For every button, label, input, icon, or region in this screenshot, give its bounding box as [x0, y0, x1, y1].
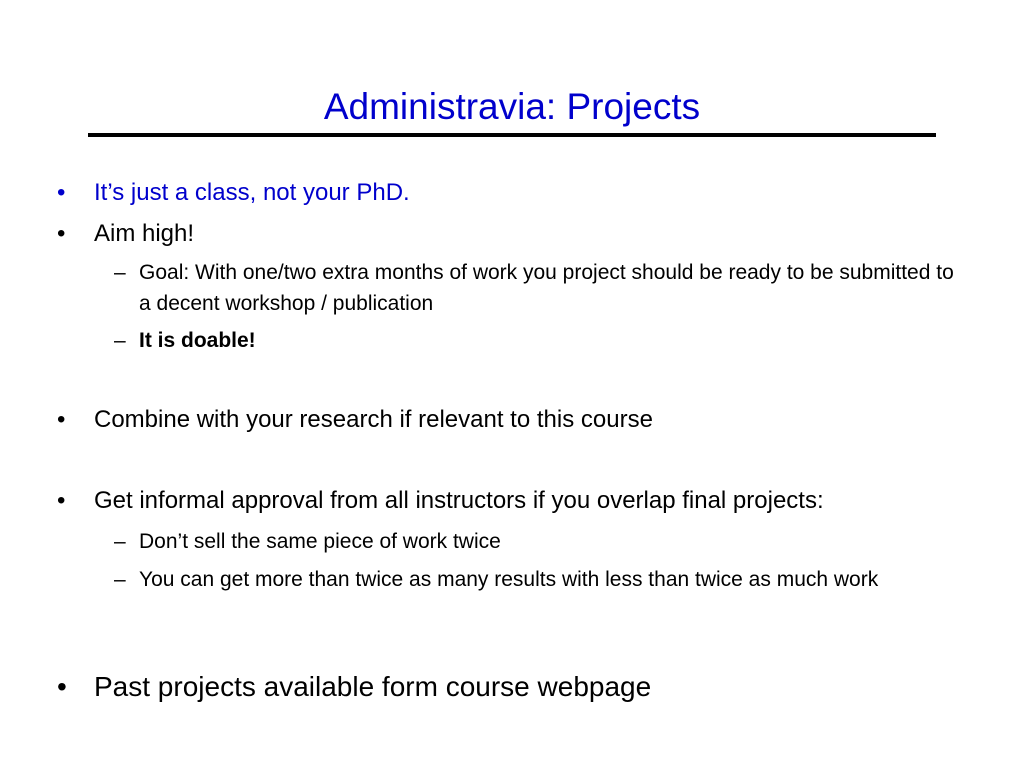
bullet-dot: • — [57, 671, 67, 702]
bullet-dot: • — [57, 179, 66, 206]
dash-marker: – — [114, 530, 126, 553]
subbullet-text: Goal: With one/two extra months of work you project should be ready to be submitted to a decent workshop / publication — [139, 261, 954, 315]
dash-marker: – — [114, 568, 126, 591]
subbullet-text: You can get more than twice as many results with less than twice as much work — [139, 568, 879, 591]
bullet-text: It’s just a class, not your PhD. — [94, 179, 410, 206]
dash-marker: – — [114, 329, 126, 352]
bullet-dot: • — [57, 487, 66, 514]
bullet-text: Past projects available form course webpage — [94, 671, 652, 702]
dash-marker: – — [114, 261, 126, 284]
bullet-dot: • — [57, 406, 66, 433]
subbullet-text: Don’t sell the same piece of work twice — [139, 530, 501, 553]
slide-title: Administravia: Projects — [323, 86, 701, 127]
bullet-text: Aim high! — [94, 220, 195, 247]
bullet-text: Combine with your research if relevant to this course — [94, 406, 653, 433]
subbullet-text: It is doable! — [139, 329, 256, 352]
bullet-text: Get informal approval from all instructors if you overlap final projects: — [94, 487, 824, 514]
bullet-dot: • — [57, 220, 66, 247]
